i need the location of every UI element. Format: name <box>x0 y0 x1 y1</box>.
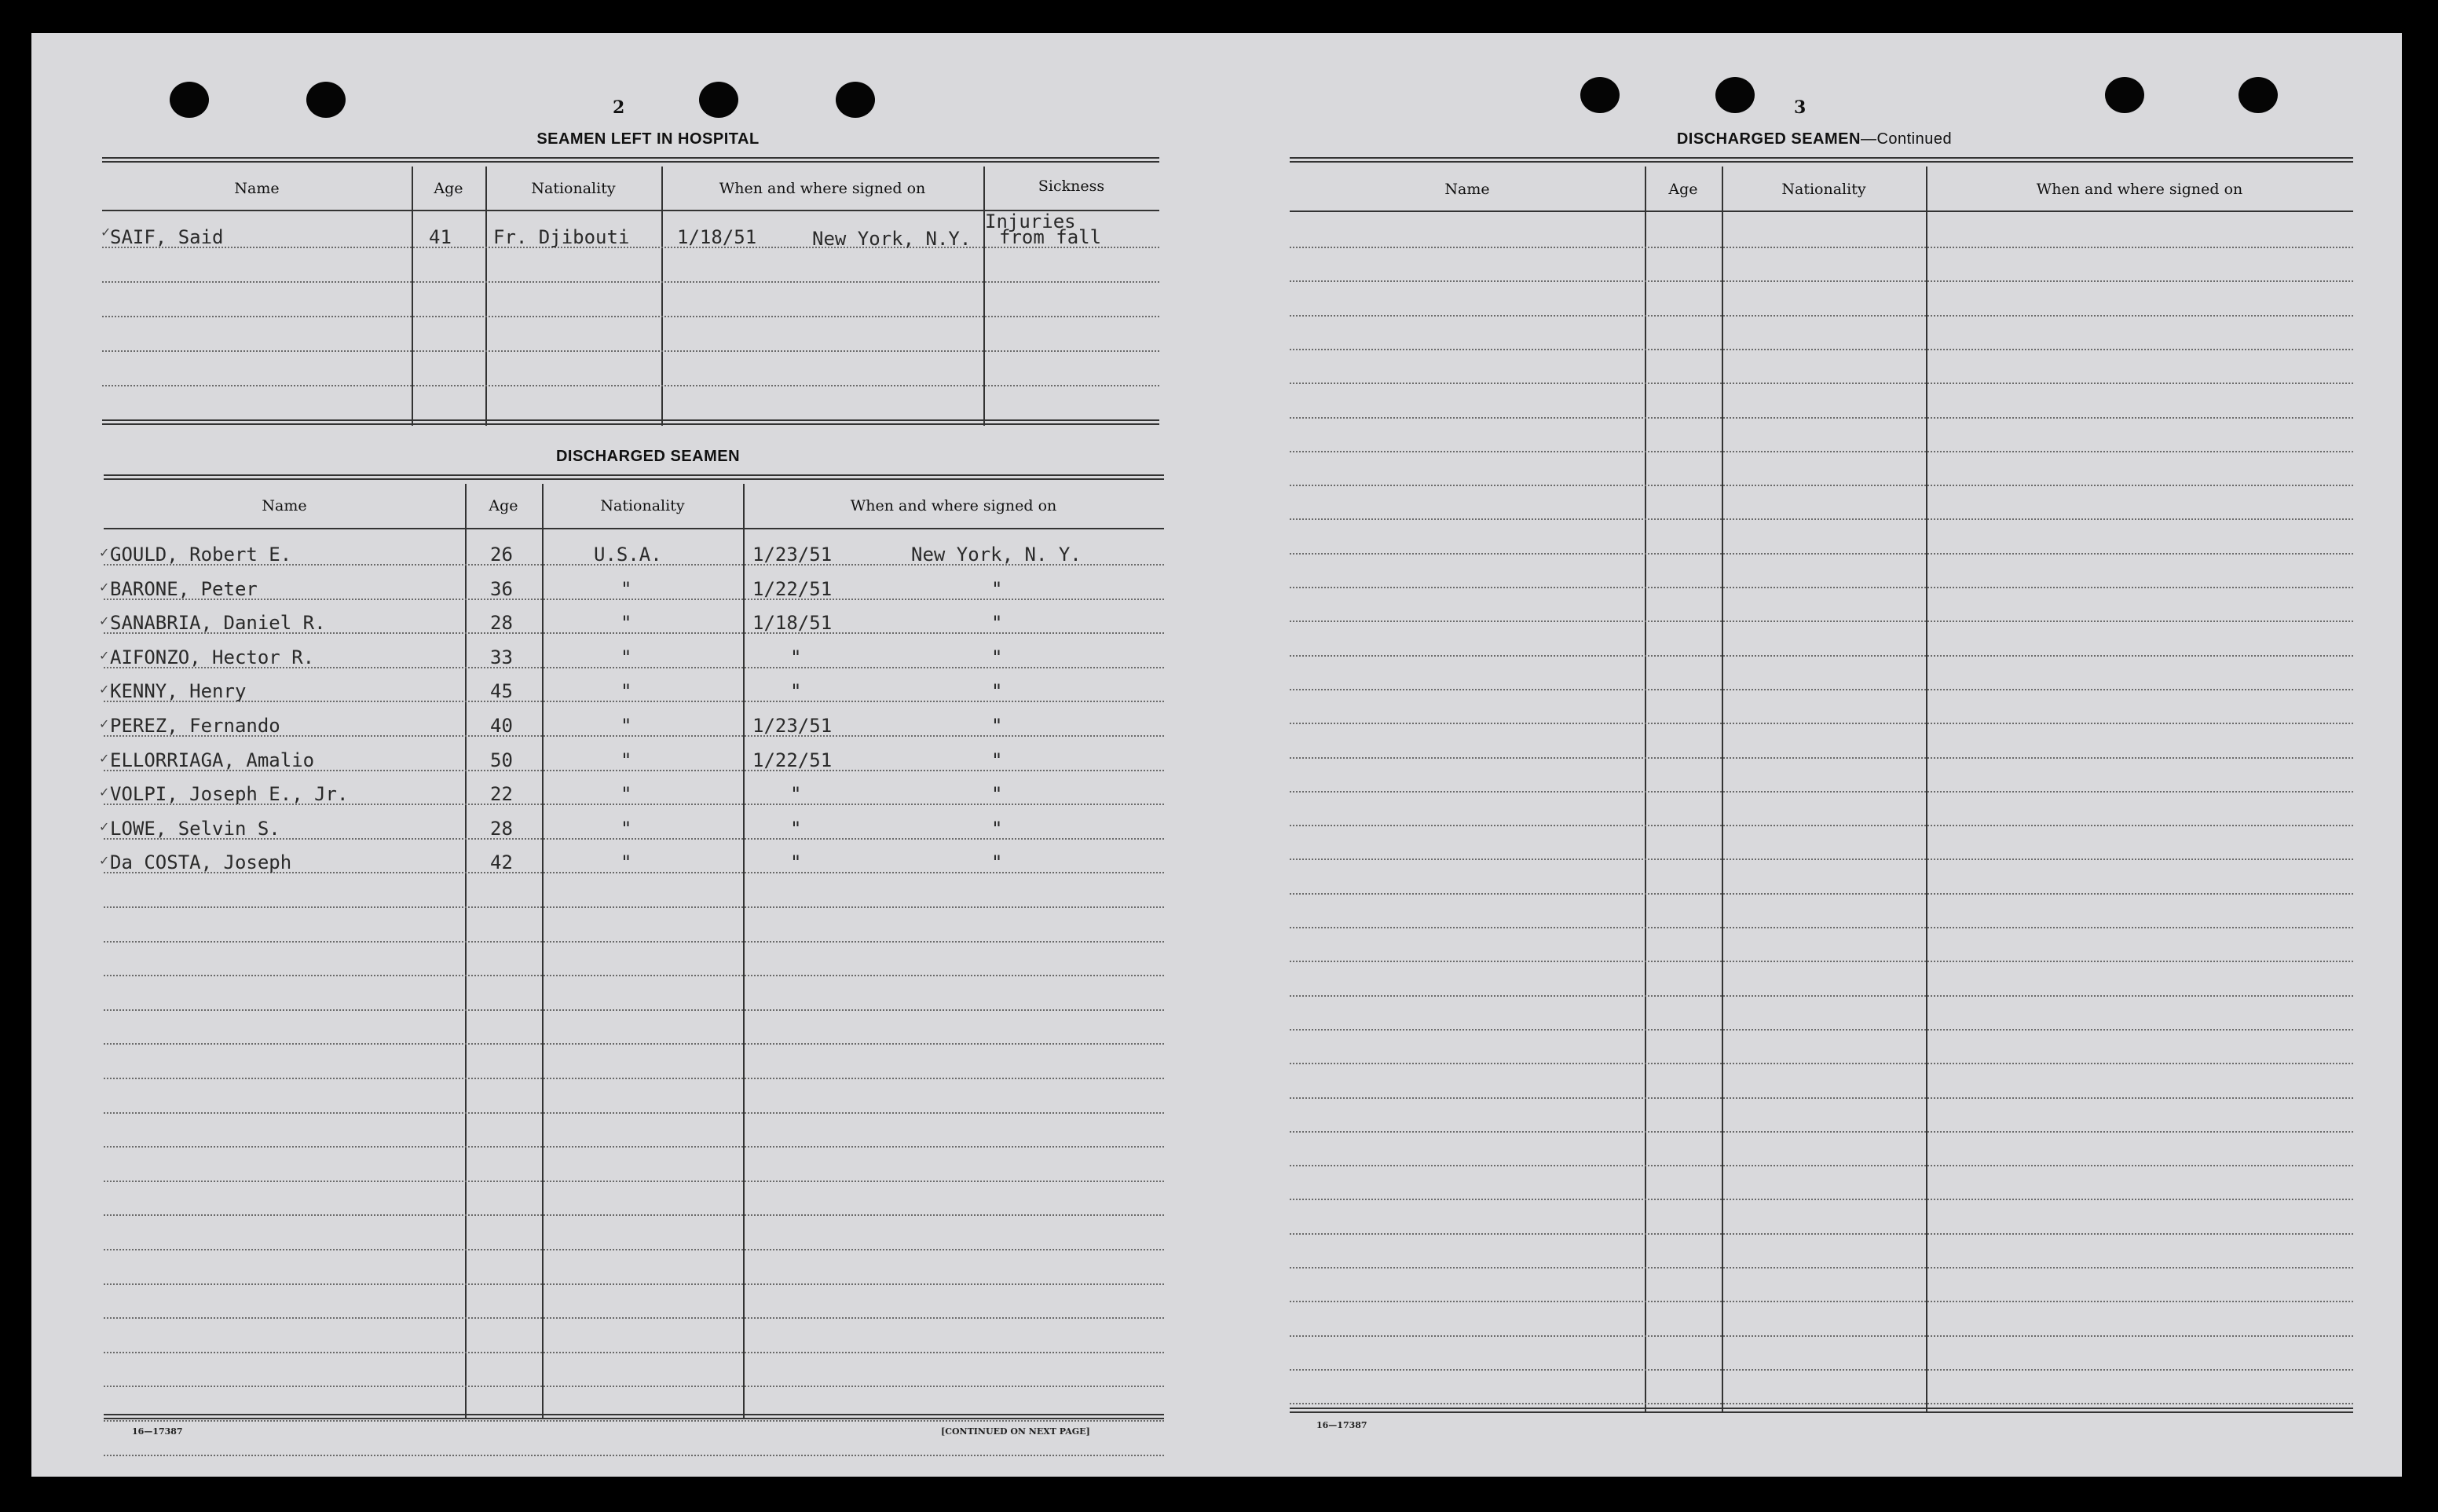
discharged-date-cell: " <box>790 783 802 806</box>
discharged-nationality-cell: " <box>620 612 632 635</box>
hospital-nationality-cell: Fr. Djibouti <box>493 226 630 248</box>
row-rule <box>1290 689 2353 690</box>
row-rule <box>1290 1335 2353 1337</box>
row-rule <box>104 1455 1164 1456</box>
column-header-age: Age <box>489 497 518 514</box>
column-divider <box>1645 167 1646 1412</box>
discharged-place-cell: " <box>991 646 1003 668</box>
row-rule <box>1290 1165 2353 1166</box>
document-sheet <box>31 33 2402 1477</box>
discharged-age-cell: 40 <box>490 715 513 737</box>
hospital-age-cell: 41 <box>429 226 452 248</box>
row-rule <box>1290 859 2353 860</box>
row-rule <box>1290 1131 2353 1133</box>
row-rule <box>104 1009 1164 1011</box>
column-header-name: Name <box>1444 181 1490 198</box>
row-rule <box>1290 1233 2353 1235</box>
row-rule <box>1290 893 2353 895</box>
check-mark: ✓ <box>99 682 110 697</box>
row-rule <box>104 1043 1164 1045</box>
discharged-date-cell: 1/22/51 <box>752 749 833 771</box>
table-header-rule <box>104 528 1164 529</box>
row-rule <box>1290 757 2353 759</box>
column-divider <box>412 167 413 426</box>
row-rule <box>1290 791 2353 793</box>
discharged-place-cell: " <box>991 680 1003 703</box>
discharged-date-cell: " <box>790 851 802 874</box>
check-mark: ✓ <box>99 613 110 629</box>
column-divider <box>661 167 663 426</box>
discharged-name-cell: BARONE, Peter <box>110 577 258 600</box>
row-rule <box>1290 451 2353 452</box>
discharged-age-cell: 36 <box>490 577 513 600</box>
row-rule <box>1290 1063 2353 1064</box>
punch-hole <box>170 82 209 118</box>
discharged-date-cell: 1/23/51 <box>752 544 833 566</box>
row-rule <box>1290 553 2353 555</box>
check-mark: ✓ <box>101 225 112 240</box>
page-number: 3 <box>1794 97 1807 118</box>
row-rule <box>1290 961 2353 962</box>
discharged-name-cell: KENNY, Henry <box>110 680 247 703</box>
discharged-age-cell: 42 <box>490 851 513 874</box>
row-rule <box>1290 587 2353 588</box>
form-number: 16—17387 <box>132 1426 183 1437</box>
row-rule <box>104 1420 1164 1422</box>
table-bottom-rule <box>1290 1408 2353 1413</box>
table-top-rule <box>102 157 1159 163</box>
row-rule <box>1290 485 2353 486</box>
column-header-nationality: Nationality <box>531 180 616 197</box>
check-mark: ✓ <box>99 750 110 766</box>
punch-hole <box>2105 77 2144 113</box>
discharged-name-cell: Da COSTA, Joseph <box>110 851 292 874</box>
row-rule <box>104 1078 1164 1079</box>
row-rule <box>1290 417 2353 419</box>
column-header-name: Name <box>234 180 280 197</box>
discharged-age-cell: 22 <box>490 783 513 806</box>
discharged-name-cell: LOWE, Selvin S. <box>110 817 280 840</box>
punch-hole <box>1580 77 1620 113</box>
punch-hole <box>1715 77 1755 113</box>
discharged-age-cell: 45 <box>490 680 513 703</box>
discharged-place-cell: " <box>991 612 1003 635</box>
table-top-rule <box>104 474 1164 480</box>
discharged-nationality-cell: " <box>620 749 632 771</box>
punch-hole <box>699 82 738 118</box>
hospital-sickness-cell: from fall <box>999 226 1102 248</box>
discharged-date-cell: 1/18/51 <box>752 612 833 635</box>
column-divider <box>542 484 544 1419</box>
row-rule <box>1290 315 2353 317</box>
continued-note: [CONTINUED ON NEXT PAGE] <box>941 1426 1090 1437</box>
row-rule <box>104 906 1164 908</box>
discharged-name-cell: PEREZ, Fernando <box>110 715 280 737</box>
row-rule <box>102 281 1159 283</box>
check-mark: ✓ <box>99 853 110 869</box>
row-rule <box>1290 1029 2353 1031</box>
discharged-place-cell: " <box>991 783 1003 806</box>
form-number: 16—17387 <box>1316 1420 1367 1430</box>
discharged-name-cell: AIFONZO, Hector R. <box>110 646 315 668</box>
column-divider <box>1926 167 1927 1412</box>
row-rule <box>1290 1301 2353 1302</box>
discharged-name-cell: ELLORRIAGA, Amalio <box>110 749 315 771</box>
discharged-date-cell: 1/23/51 <box>752 715 833 737</box>
discharged-date-cell: " <box>790 646 802 668</box>
column-header-name: Name <box>262 497 307 514</box>
row-rule <box>1290 383 2353 384</box>
column-header-nationality: Nationality <box>1781 181 1866 198</box>
row-rule <box>1290 1199 2353 1200</box>
row-rule <box>1290 280 2353 282</box>
row-rule <box>104 1249 1164 1250</box>
column-header-age: Age <box>1668 181 1698 198</box>
discharged-nationality-cell: " <box>620 851 632 874</box>
table-bottom-rule <box>102 419 1159 425</box>
continued-section-title-text: DISCHARGED SEAMEN <box>1676 130 1861 148</box>
row-rule <box>104 1112 1164 1114</box>
table-header-rule <box>1290 211 2353 212</box>
row-rule <box>1290 1369 2353 1371</box>
row-rule <box>1290 927 2353 928</box>
row-rule <box>104 599 1164 600</box>
discharged-age-cell: 28 <box>490 817 513 840</box>
hospital-sickness-cell: Injuries <box>985 211 1076 232</box>
column-header-nationality: Nationality <box>600 497 685 514</box>
column-divider <box>983 167 985 426</box>
punch-hole <box>2238 77 2278 113</box>
column-header-age: Age <box>434 180 463 197</box>
row-rule <box>1290 825 2353 826</box>
column-header-signed-on: When and where signed on <box>2036 181 2243 198</box>
table-bottom-rule <box>104 1414 1164 1419</box>
row-rule <box>1290 349 2353 350</box>
check-mark: ✓ <box>99 818 110 834</box>
continued-suffix: —Continued <box>1860 130 1953 148</box>
column-header-sickness: Sickness <box>1038 178 1105 195</box>
row-rule <box>1290 247 2353 248</box>
discharged-name-cell: VOLPI, Joseph E., Jr. <box>110 783 349 806</box>
discharged-age-cell: 33 <box>490 646 513 668</box>
discharged-date-cell: " <box>790 817 802 840</box>
row-rule <box>102 316 1159 317</box>
discharged-date-cell: " <box>790 680 802 703</box>
continued-section-title <box>1610 130 2019 148</box>
discharged-section-title: DISCHARGED SEAMEN <box>555 448 741 465</box>
table-top-rule <box>1290 157 2353 163</box>
discharged-place-cell: " <box>991 851 1003 874</box>
row-rule <box>104 701 1164 702</box>
row-rule <box>1290 995 2353 997</box>
punch-hole <box>306 82 346 118</box>
discharged-nationality-cell: " <box>620 715 632 737</box>
row-rule <box>104 1386 1164 1387</box>
hospital-place-cell: New York, N.Y. <box>812 228 972 250</box>
discharged-place-cell: New York, N. Y. <box>911 544 1082 566</box>
column-divider <box>465 484 467 1419</box>
row-rule <box>1290 518 2353 520</box>
discharged-nationality-cell: " <box>620 783 632 806</box>
discharged-place-cell: " <box>991 749 1003 771</box>
discharged-nationality-cell: " <box>620 646 632 668</box>
row-rule <box>104 941 1164 943</box>
discharged-name-cell: GOULD, Robert E. <box>110 544 292 566</box>
check-mark: ✓ <box>99 716 110 731</box>
column-divider <box>1722 167 1723 1412</box>
check-mark: ✓ <box>99 785 110 800</box>
column-divider <box>485 167 487 426</box>
discharged-nationality-cell: U.S.A. <box>594 544 662 566</box>
page-number: 2 <box>613 97 625 118</box>
row-rule <box>1290 655 2353 657</box>
discharged-place-cell: " <box>991 577 1003 600</box>
discharged-nationality-cell: " <box>620 680 632 703</box>
discharged-age-cell: 26 <box>490 544 513 566</box>
discharged-nationality-cell: " <box>620 577 632 600</box>
row-rule <box>104 1352 1164 1353</box>
row-rule <box>1290 1403 2353 1404</box>
discharged-nationality-cell: " <box>620 817 632 840</box>
row-rule <box>102 385 1159 386</box>
column-divider <box>743 484 745 1419</box>
row-rule <box>104 1181 1164 1182</box>
check-mark: ✓ <box>99 647 110 663</box>
hospital-name-cell: SAIF, Said <box>110 226 224 248</box>
row-rule <box>104 1317 1164 1319</box>
discharged-age-cell: 50 <box>490 749 513 771</box>
check-mark: ✓ <box>99 545 110 560</box>
row-rule <box>102 350 1159 352</box>
hospital-section-title: SEAMEN LEFT IN HOSPITAL <box>536 130 760 148</box>
row-rule <box>104 975 1164 976</box>
row-rule <box>104 1214 1164 1216</box>
check-mark: ✓ <box>99 579 110 595</box>
discharged-place-cell: " <box>991 817 1003 840</box>
discharged-name-cell: SANABRIA, Daniel R. <box>110 612 326 635</box>
row-rule <box>1290 1097 2353 1099</box>
row-rule <box>104 1146 1164 1148</box>
row-rule <box>1290 621 2353 622</box>
column-header-signed-on: When and where signed on <box>850 497 1057 514</box>
discharged-place-cell: " <box>991 715 1003 737</box>
discharged-age-cell: 28 <box>490 612 513 635</box>
row-rule <box>104 1283 1164 1285</box>
hospital-date-cell: 1/18/51 <box>677 226 757 248</box>
discharged-date-cell: 1/22/51 <box>752 577 833 600</box>
punch-hole <box>836 82 875 118</box>
row-rule <box>1290 1267 2353 1269</box>
column-header-signed-on: When and where signed on <box>719 180 926 197</box>
row-rule <box>1290 723 2353 724</box>
